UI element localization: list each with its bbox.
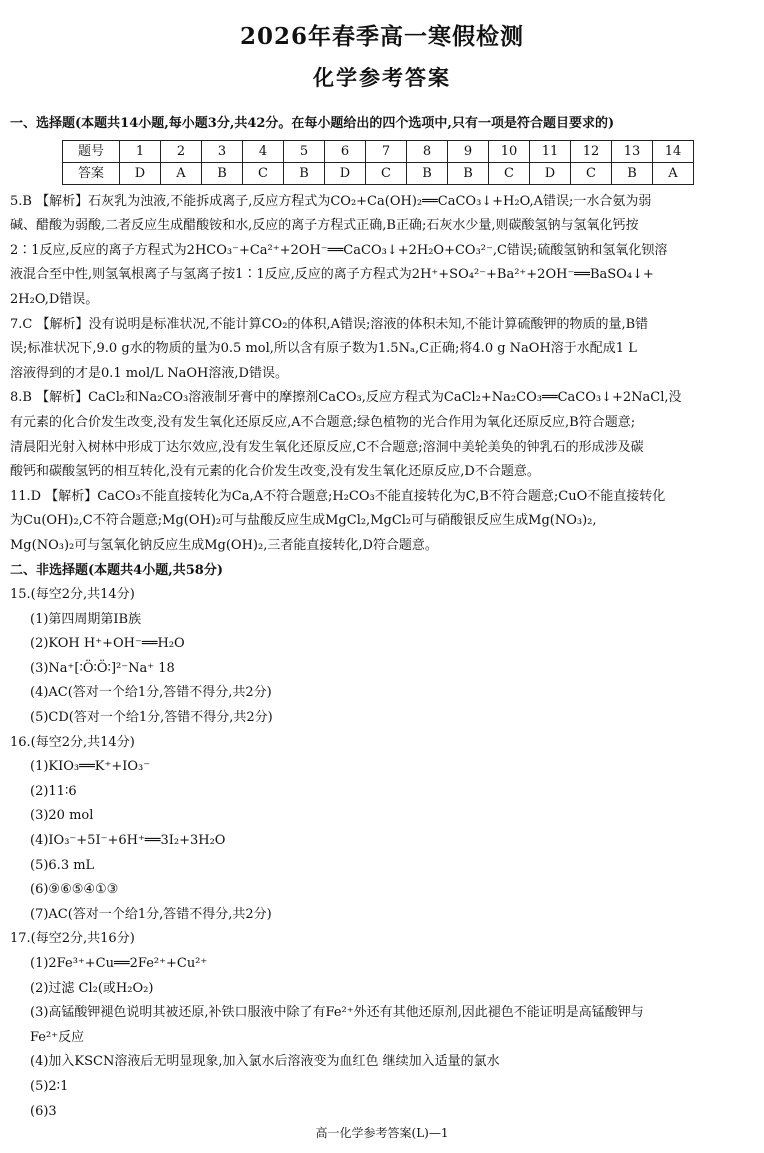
table-cell: 2 [161, 140, 202, 162]
table-cell: 14 [653, 140, 694, 162]
table-cell: 4 [243, 140, 284, 162]
q11-explanation [10, 485, 754, 559]
text-line: 为Cu(OH)₂,C不符合题意;Mg(OH)₂可与盐酸反应生成MgCl₂,MgCl₂可与硝酸银反应生成Mg(NO₃)₂, [10, 513, 597, 529]
table-row-numbers [63, 140, 694, 162]
table-cell: 10 [489, 140, 530, 162]
table-cell: C [571, 162, 612, 184]
table-cell: D [530, 162, 571, 184]
table-cell: B [612, 162, 653, 184]
table-row-label: 题号 [63, 140, 120, 162]
table-cell: C [489, 162, 530, 184]
answer-item: (4)AC(答对一个给1分,答错不得分,共2分) [30, 685, 272, 701]
table-cell: C [243, 162, 284, 184]
answer-content [10, 112, 754, 1124]
table-cell: A [653, 162, 694, 184]
page-title: 2026年春季高一寒假检测 [239, 23, 524, 50]
table-cell: 9 [448, 140, 489, 162]
page-footer: 高一化学参考答案(L)—1 [315, 1126, 449, 1140]
q5-explanation [10, 190, 754, 313]
answer-item: (5)CD(答对一个给1分,答错不得分,共2分) [30, 710, 273, 726]
text-line: 2∶1反应,反应的离子方程式为2HCO₃⁻+Ca²⁺+2OH⁻══CaCO₃↓+2H₂O+CO₃²⁻,C错误;硫酸氢钠和氢氧化钡溶 [10, 242, 668, 258]
question-head: 16.(每空2分,共14分) [10, 734, 135, 750]
text-line: 溶液得到的才是0.1 mol/L NaOH溶液,D错误。 [10, 365, 288, 381]
text-line: 酸钙和碳酸氢钙的相互转化,没有元素的化合价发生改变,没有发生氧化还原反应,D不合题意。 [10, 464, 540, 480]
answer-item: (2)KOH H⁺+OH⁻══H₂O [30, 636, 185, 652]
answer-item: (4)加入KSCN溶液后无明显现象,加入氯水后溶液变为血红色 继续加入适量的氯水 [30, 1054, 500, 1070]
q17-answers [10, 927, 754, 1124]
answer-item: (5)2∶1 [30, 1078, 69, 1094]
answer-item: (3)Na⁺[∶Ö∶Ö∶]²⁻Na⁺ 18 [30, 660, 175, 676]
table-cell: B [448, 162, 489, 184]
table-cell: A [161, 162, 202, 184]
table-cell: 3 [202, 140, 243, 162]
text-line: 2H₂O,D错误。 [10, 291, 99, 307]
table-cell: 12 [571, 140, 612, 162]
answer-item: (1)KIO₃══K⁺+IO₃⁻ [30, 759, 151, 775]
page-subtitle: 化学参考答案 [313, 65, 451, 90]
table-cell: 6 [325, 140, 366, 162]
table-row-answers [63, 162, 694, 184]
answer-item: (6)⑨⑥⑤④①③ [30, 882, 119, 898]
answer-item: (5)6.3 mL [30, 857, 95, 873]
table-cell: B [202, 162, 243, 184]
answer-item: (7)AC(答对一个给1分,答错不得分,共2分) [30, 906, 272, 922]
question-head: 17.(每空2分,共16分) [10, 931, 135, 947]
answer-item: (2)过滤 Cl₂(或H₂O₂) [30, 980, 154, 996]
answer-item: (3)20 mol [30, 808, 94, 824]
text-line: 液混合至中性,则氢氧根离子与氢离子按1∶1反应,反应的离子方程式为2H⁺+SO₄²⁻+Ba²⁺+2OH⁻══BaSO₄↓+ [10, 267, 654, 283]
table-row-label: 答案 [63, 162, 120, 184]
text-line: Mg(NO₃)₂可与氢氧化钠反应生成Mg(OH)₂,三者能直接转化,D符合题意。 [10, 537, 438, 553]
table-cell: 1 [120, 140, 161, 162]
table-cell: 8 [407, 140, 448, 162]
q16-answers [10, 731, 754, 928]
table-cell: 5 [284, 140, 325, 162]
q8-explanation [10, 386, 754, 484]
answer-item: (1)第四周期第ⅠB族 [30, 611, 142, 627]
answer-item: Fe²⁺反应 [30, 1029, 85, 1045]
q7-explanation [10, 313, 754, 387]
text-line: 清晨阳光射入树林中形成丁达尔效应,没有发生氧化还原反应,C不合题意;溶洞中美轮美奂的钟乳石的形成涉及碳 [10, 439, 644, 455]
table-cell: D [325, 162, 366, 184]
table-cell: C [366, 162, 407, 184]
text-line: 8.B 【解析】CaCl₂和Na₂CO₃溶液制牙膏中的摩擦剂CaCO₃,反应方程式为CaCl₂+Na₂CO₃══CaCO₃↓+2NaCl,没 [10, 390, 682, 406]
answer-item: (6)3 [30, 1103, 57, 1119]
text-line: 7.C 【解析】没有说明是标准状况,不能计算CO₂的体积,A错误;溶液的体积未知,不能计算硫酸钾的物质的量,B错 [10, 316, 649, 332]
text-line: 5.B 【解析】石灰乳为浊液,不能拆成离子,反应方程式为CO₂+Ca(OH)₂══CaCO₃↓+H₂O,A错误;一水合氨为弱 [10, 193, 652, 209]
table-cell: 13 [612, 140, 653, 162]
text-line: 误;标准状况下,9.0 g水的物质的量为0.5 mol,所以含有原子数为1.5Nₐ,C正确;将4.0 g NaOH溶于水配成1 L [10, 341, 637, 357]
text-line: 有元素的化合价发生改变,没有发生氧化还原反应,A不合题意;绿色植物的光合作用为氧化还原反应,B符合题意; [10, 414, 636, 430]
answer-item: (4)IO₃⁻+5I⁻+6H⁺══3I₂+3H₂O [30, 833, 226, 849]
question-head: 15.(每空2分,共14分) [10, 587, 135, 603]
table-cell: D [120, 162, 161, 184]
table-cell: B [407, 162, 448, 184]
q15-answers [10, 583, 754, 731]
section2-heading: 二、非选择题(本题共4小题,共58分) [10, 562, 223, 578]
answer-table [62, 140, 694, 185]
section1-heading: 一、选择题(本题共14小题,每小题3分,共42分。在每小题给出的四个选项中,只有一项是符合题目要求的) [10, 116, 615, 131]
answer-item: (2)11∶6 [30, 783, 77, 799]
answer-item: (3)高锰酸钾褪色说明其被还原,补铁口服液中除了有Fe²⁺外还有其他还原剂,因此褪色不能证明是高锰酸钾与 [30, 1005, 644, 1021]
text-line: 11.D 【解析】CaCO₃不能直接转化为Ca,A不符合题意;H₂CO₃不能直接转化为C,B不符合题意;CuO不能直接转化 [10, 488, 666, 504]
table-cell: 7 [366, 140, 407, 162]
table-cell: B [284, 162, 325, 184]
table-cell: 11 [530, 140, 571, 162]
answer-item: (1)2Fe³⁺+Cu══2Fe²⁺+Cu²⁺ [30, 956, 208, 971]
text-line: 碱、醋酸为弱酸,二者反应生成醋酸铵和水,反应的离子方程式正确,B正确;石灰水少量,则碳酸氢钠与氢氧化钙按 [10, 218, 639, 234]
